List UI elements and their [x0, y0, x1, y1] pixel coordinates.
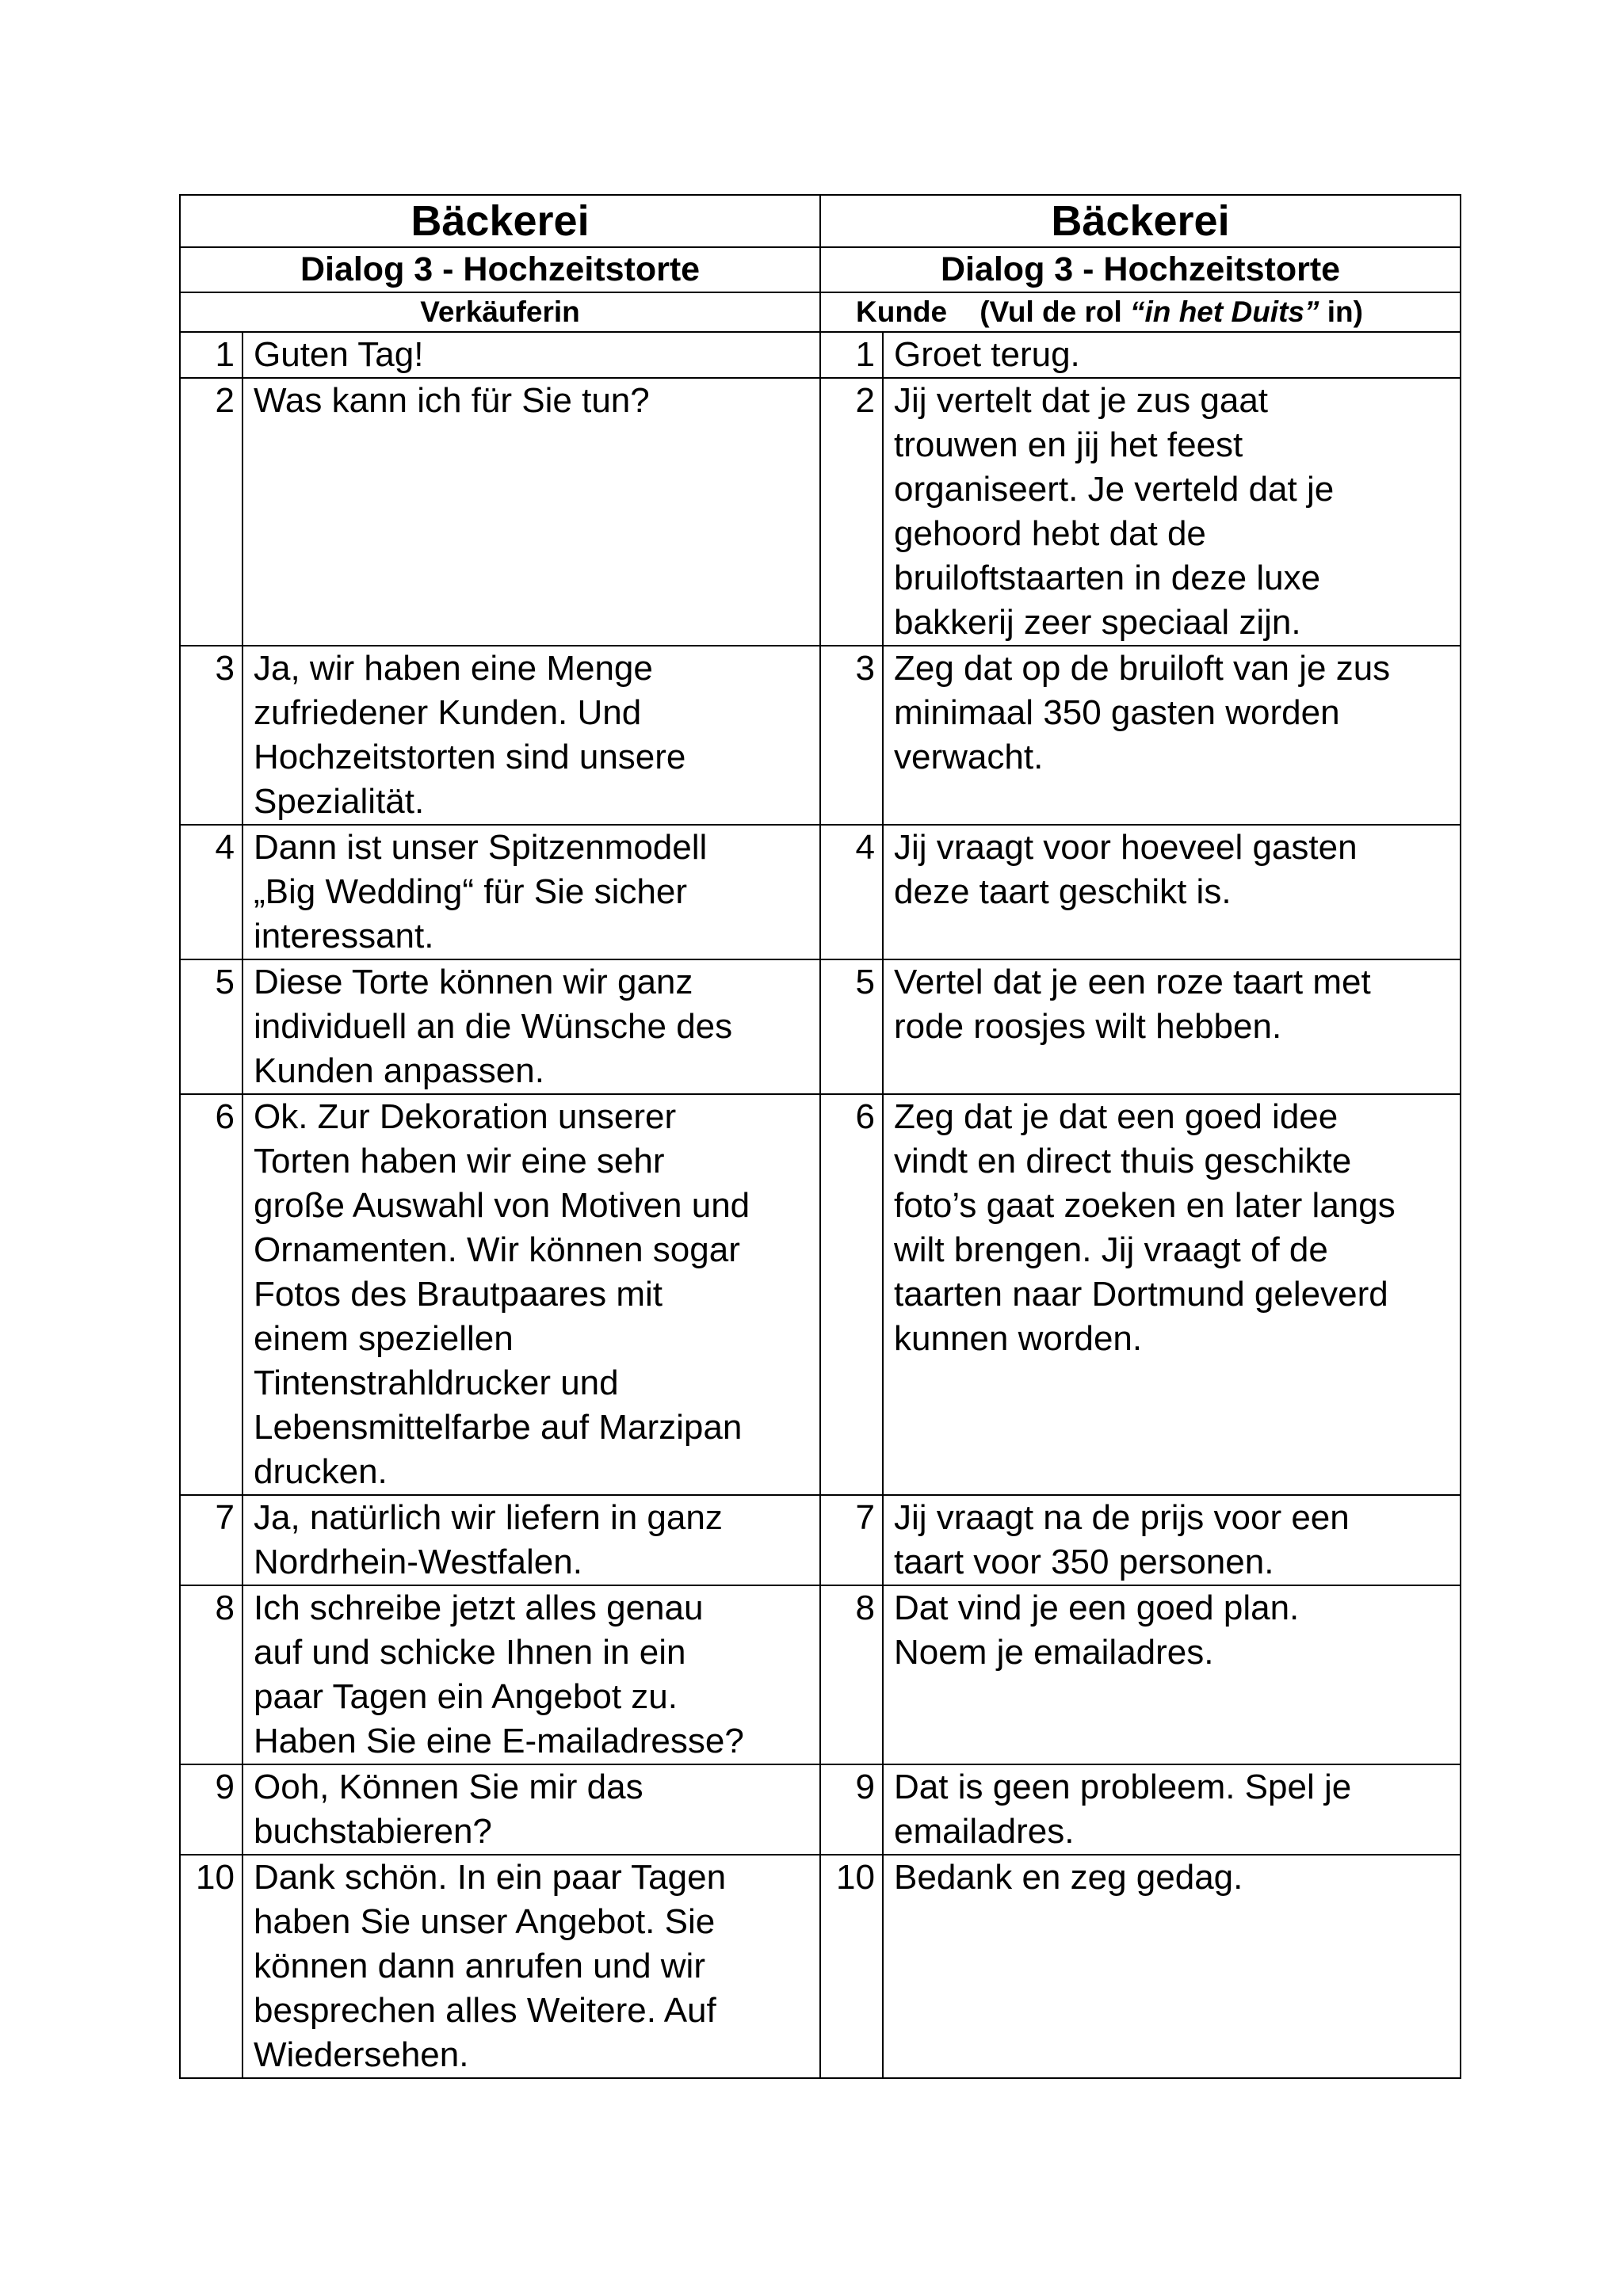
right-role-suffix: in) — [1319, 296, 1363, 328]
seller-line: Dank schön. In ein paar Tagen haben Sie unser Angebot. Sie können dann anrufen und wir besprechen alles Weitere. Auf Wiedersehen. — [242, 1855, 820, 2078]
line-number-right: 8 — [820, 1585, 883, 1764]
dialog-row — [180, 378, 1461, 646]
seller-line: Guten Tag! — [242, 332, 820, 378]
line-number-left: 6 — [180, 1094, 242, 1495]
right-subtitle: Dialog 3 - Hochzeitstorte — [820, 247, 1461, 292]
dialog-table — [179, 194, 1461, 2079]
line-number-right: 7 — [820, 1495, 883, 1585]
customer-instruction: Vertel dat je een roze taart met rode roosjes wilt hebben. — [883, 959, 1461, 1094]
dialog-row — [180, 959, 1461, 1094]
right-role-prefix: Kunde (Vul de rol — [856, 296, 1131, 328]
seller-line: Was kann ich für Sie tun? — [242, 378, 820, 646]
seller-line: Ok. Zur Dekoration unserer Torten haben wir eine sehr große Auswahl von Motiven und Ornamenten. Wir können sogar Fotos des Brautpaares mit einem speziellen Tintenstrahldrucker und Lebensmittelfarbe auf Marzipan drucken. — [242, 1094, 820, 1495]
customer-instruction: Jij vraagt na de prijs voor een taart voor 350 personen. — [883, 1495, 1461, 1585]
right-role — [820, 292, 1461, 332]
customer-instruction: Groet terug. — [883, 332, 1461, 378]
customer-instruction: Jij vertelt dat je zus gaat trouwen en jij het feest organiseert. Je verteld dat je gehoord hebt dat de bruiloftstaarten in deze luxe bakkerij zeer speciaal zijn. — [883, 378, 1461, 646]
line-number-left: 5 — [180, 959, 242, 1094]
customer-instruction: Zeg dat op de bruiloft van je zus minimaal 350 gasten worden verwacht. — [883, 646, 1461, 825]
seller-line: Diese Torte können wir ganz individuell an die Wünsche des Kunden anpassen. — [242, 959, 820, 1094]
role-row — [180, 292, 1461, 332]
line-number-left: 3 — [180, 646, 242, 825]
line-number-right: 9 — [820, 1764, 883, 1855]
dialog-row — [180, 1855, 1461, 2078]
left-title: Bäckerei — [180, 195, 820, 247]
dialog-row — [180, 1094, 1461, 1495]
line-number-left: 2 — [180, 378, 242, 646]
seller-line: Dann ist unser Spitzenmodell „Big Wedding“ für Sie sicher interessant. — [242, 825, 820, 959]
line-number-right: 1 — [820, 332, 883, 378]
left-subtitle: Dialog 3 - Hochzeitstorte — [180, 247, 820, 292]
line-number-right: 3 — [820, 646, 883, 825]
dialog-row — [180, 332, 1461, 378]
line-number-right: 4 — [820, 825, 883, 959]
left-role: Verkäuferin — [180, 292, 820, 332]
line-number-left: 10 — [180, 1855, 242, 2078]
dialog-row — [180, 1585, 1461, 1764]
dialog-row — [180, 1764, 1461, 1855]
line-number-left: 4 — [180, 825, 242, 959]
dialog-row — [180, 646, 1461, 825]
line-number-left: 1 — [180, 332, 242, 378]
seller-line: Ooh, Können Sie mir das buchstabieren? — [242, 1764, 820, 1855]
line-number-right: 6 — [820, 1094, 883, 1495]
customer-instruction: Dat vind je een goed plan. Noem je emailadres. — [883, 1585, 1461, 1764]
right-title: Bäckerei — [820, 195, 1461, 247]
customer-instruction: Zeg dat je dat een goed idee vindt en direct thuis geschikte foto’s gaat zoeken en later langs wilt brengen. Jij vraagt of de taarten naar Dortmund geleverd kunnen worden. — [883, 1094, 1461, 1495]
line-number-left: 9 — [180, 1764, 242, 1855]
line-number-right: 2 — [820, 378, 883, 646]
seller-line: Ja, natürlich wir liefern in ganz Nordrhein-Westfalen. — [242, 1495, 820, 1585]
line-number-left: 7 — [180, 1495, 242, 1585]
customer-instruction: Dat is geen probleem. Spel je emailadres. — [883, 1764, 1461, 1855]
customer-instruction: Jij vraagt voor hoeveel gasten deze taart geschikt is. — [883, 825, 1461, 959]
line-number-left: 8 — [180, 1585, 242, 1764]
customer-instruction: Bedank en zeg gedag. — [883, 1855, 1461, 2078]
line-number-right: 5 — [820, 959, 883, 1094]
subtitle-row — [180, 247, 1461, 292]
seller-line: Ich schreibe jetzt alles genau auf und schicke Ihnen in ein paar Tagen ein Angebot zu. Haben Sie eine E-mailadresse? — [242, 1585, 820, 1764]
worksheet-page — [179, 194, 1460, 2079]
dialog-row — [180, 825, 1461, 959]
line-number-right: 10 — [820, 1855, 883, 2078]
dialog-row — [180, 1495, 1461, 1585]
seller-line: Ja, wir haben eine Menge zufriedener Kunden. Und Hochzeitstorten sind unsere Spezialität. — [242, 646, 820, 825]
right-role-italic: “in het Duits” — [1130, 296, 1319, 328]
title-row — [180, 195, 1461, 247]
